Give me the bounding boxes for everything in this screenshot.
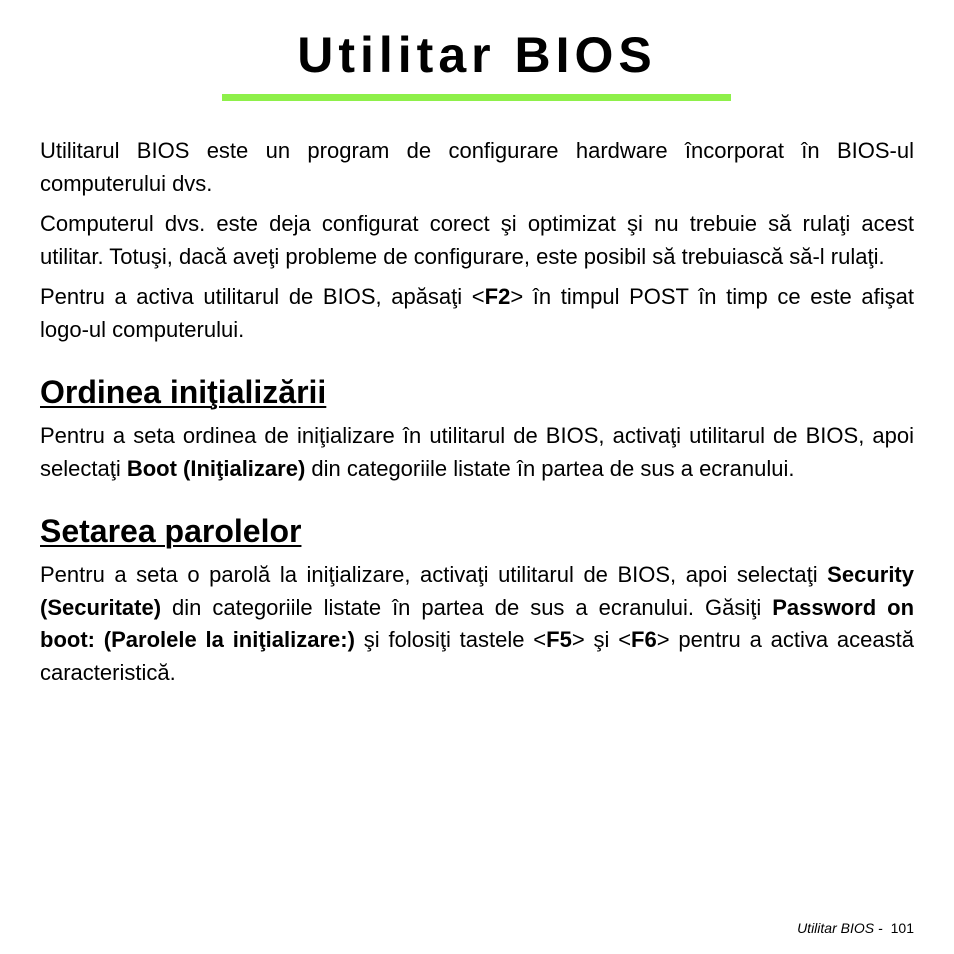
boot-order-heading: Ordinea iniţializării bbox=[40, 374, 327, 410]
intro-paragraph-2: Computerul dvs. este deja configurat corect şi optimizat şi nu trebuie să rulaţi acest utilitar. Totuşi, dacă aveţi probleme de configurare, este posibil să trebuiască să-l rulaţi. bbox=[40, 211, 914, 269]
intro-paragraph-1: Utilitarul BIOS este un program de configurare hardware încorporat în BIOS-ul computerului dvs. bbox=[40, 138, 914, 196]
password-text-mid2: şi folosiţi tastele < bbox=[354, 627, 547, 652]
page-title: Utilitar BIOS bbox=[297, 27, 657, 83]
intro-p3-text-after: > în timpul POST în timp ce este afişat logo-ul computerului. bbox=[40, 284, 915, 342]
boot-menu-term: Boot (Iniţializare) bbox=[126, 455, 306, 481]
boot-text-after: din categoriile listate în partea de sus a ecranului. bbox=[305, 455, 795, 481]
boot-order-paragraph bbox=[40, 420, 914, 485]
intro-p3-text-before: Pentru a activa utilitarul de BIOS, apăsaţi < bbox=[40, 284, 485, 309]
password-text-after: > pentru a activa această caracteristică. bbox=[40, 627, 914, 685]
password-on-boot-term: Password on boot: (Parolele la iniţializare:) bbox=[40, 594, 915, 652]
password-paragraph bbox=[40, 559, 914, 689]
title-underline-rule bbox=[222, 94, 731, 101]
password-text-before: Pentru a seta o parolă la iniţializare, activaţi utilitarul de BIOS, apoi selectaţi bbox=[40, 562, 828, 587]
password-text-mid: din categoriile listate în partea de sus a ecranului. Găsiţi bbox=[161, 594, 773, 620]
footer-label: Utilitar BIOS - bbox=[797, 920, 883, 936]
key-f6: F6 bbox=[631, 627, 657, 652]
key-f2: F2 bbox=[484, 284, 511, 309]
page-number: 101 bbox=[890, 920, 914, 936]
password-text-mid3: > şi < bbox=[571, 627, 632, 652]
page-content bbox=[40, 135, 914, 697]
security-menu-term: Security (Securitate) bbox=[40, 562, 914, 620]
intro-paragraph-3 bbox=[40, 281, 914, 346]
key-f5: F5 bbox=[546, 627, 572, 652]
password-heading: Setarea parolelor bbox=[40, 513, 302, 549]
boot-text-before: Pentru a seta ordinea de iniţializare în utilitarul de BIOS, activaţi utilitarul de BIOS, apoi selectaţi bbox=[40, 423, 914, 481]
page-footer bbox=[797, 919, 914, 937]
